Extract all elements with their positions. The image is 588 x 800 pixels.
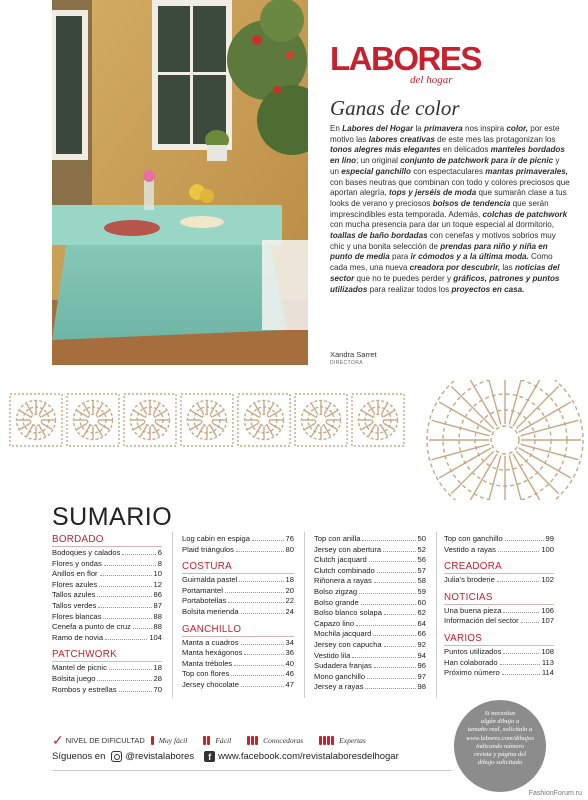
dot-leader xyxy=(231,669,283,676)
editorial-highlight: conjunto de patchwork para ir de picnic xyxy=(400,156,554,166)
toc-entry-title: Log cabin en espiga xyxy=(182,534,250,543)
toc-entry-title: Cenefa a punto de cruz xyxy=(52,622,131,632)
toc-entry-page: 47 xyxy=(285,679,294,689)
toc-entry-page: 6 xyxy=(157,548,162,557)
lace-doily xyxy=(427,380,583,500)
toc-entry[interactable] xyxy=(182,638,294,649)
toc-entry-title: Flores y ondas xyxy=(52,558,102,568)
toc-entry-page: 59 xyxy=(417,586,426,596)
signature-role: DIRECTORA xyxy=(330,360,363,366)
toc-entry[interactable] xyxy=(314,566,426,577)
social-prefix: Síguenos en xyxy=(52,751,106,762)
tip-line: Si necesitas xyxy=(484,710,516,717)
toc-entry[interactable] xyxy=(182,596,294,607)
editorial-highlight: especial ganchillo xyxy=(341,166,411,176)
toc-entry-title: Julia's broderie xyxy=(444,575,495,585)
toc-entry-page: 80 xyxy=(285,544,294,554)
toc-entry-title: Top con flores xyxy=(182,669,230,679)
toc-entry[interactable] xyxy=(314,534,426,545)
toc-entry-title: Puntos utilizados xyxy=(444,646,502,656)
toc-entry-page: 114 xyxy=(541,668,554,678)
toc-entry[interactable] xyxy=(314,672,426,683)
dot-leader xyxy=(252,534,284,541)
toc-section-heading: PATCHWORK xyxy=(52,649,162,662)
editorial-run: con espectaculares xyxy=(411,166,486,176)
toc-entry-page: 108 xyxy=(541,646,554,656)
toc-entry[interactable] xyxy=(314,598,426,609)
toc-entry[interactable] xyxy=(182,680,294,691)
toc-entry[interactable] xyxy=(52,674,162,685)
toc-entry[interactable] xyxy=(52,559,162,570)
dot-leader xyxy=(500,658,540,665)
editorial-highlight: ir cómodos y a la última moda. xyxy=(410,252,529,262)
toc-column-3 xyxy=(314,534,426,693)
facebook-url[interactable]: www.facebook.com/revistalaboresdelhogar xyxy=(218,751,399,762)
toc-section-heading: NOTICIAS xyxy=(444,592,554,605)
brand-subtitle: del hogar xyxy=(410,74,453,86)
toc-entry-page: 96 xyxy=(417,661,426,671)
toc-entry-page: 106 xyxy=(541,605,554,615)
difficulty-legend xyxy=(52,732,376,749)
toc-entry-page: 107 xyxy=(541,616,554,626)
toc-entry[interactable] xyxy=(314,587,426,598)
tip-line: dibujo solicitado xyxy=(477,759,523,767)
dot-leader xyxy=(241,607,284,614)
toc-entry-page: 102 xyxy=(541,575,554,585)
toc-entry-page: 57 xyxy=(417,565,426,575)
editorial-highlight: noticias del sector xyxy=(330,263,560,283)
editorial-run: por este motivo las xyxy=(330,124,560,144)
tip-line: tamaño real, solicítalo a xyxy=(467,726,533,734)
dot-leader xyxy=(352,651,415,658)
column-divider xyxy=(436,532,437,698)
toc-entry-title: Vestido a rayas xyxy=(444,544,496,554)
toc-entry[interactable] xyxy=(444,575,554,586)
dot-leader xyxy=(361,598,416,605)
editorial-run: en delicados xyxy=(440,145,491,155)
brand-name: LABORES xyxy=(330,40,481,77)
toc-entry-page: 8 xyxy=(157,558,162,568)
toc-entry-title: Manta tréboles xyxy=(182,658,233,668)
toc-entry-title: Top con ganchillo xyxy=(444,534,503,543)
lace-motif xyxy=(124,394,176,446)
difficulty-bar xyxy=(327,736,330,745)
editorial-highlight: Labores del Hogar xyxy=(342,124,414,133)
social-links xyxy=(52,751,399,762)
toc-entry-page: 88 xyxy=(153,611,162,621)
toc-entry[interactable] xyxy=(314,619,426,630)
dot-leader xyxy=(367,672,415,679)
lace-motif xyxy=(10,394,62,446)
lace-motif xyxy=(295,394,347,446)
dot-leader xyxy=(365,682,415,689)
toc-entry[interactable] xyxy=(444,647,554,658)
dot-leader xyxy=(362,534,415,541)
toc-entry-title: Ramo de novia xyxy=(52,632,104,642)
toc-entry-page: 34 xyxy=(285,637,294,647)
editorial-highlight: labores creativas xyxy=(368,134,435,144)
toc-entry-page: 94 xyxy=(417,650,426,660)
toc-entry-page: 50 xyxy=(417,534,426,543)
toc-entry-page: 10 xyxy=(153,569,162,579)
dot-leader xyxy=(105,633,147,640)
toc-entry-page: 36 xyxy=(285,648,294,658)
editorial-highlight: tonos alegres más elegantes xyxy=(330,145,441,155)
editorial-highlight: colchas de patchwork xyxy=(482,209,568,219)
dot-leader xyxy=(369,555,416,562)
toc-entry-page: 22 xyxy=(285,596,294,606)
toc-entry-title: Bodoques y calados xyxy=(52,548,121,557)
lace-motif xyxy=(67,394,119,446)
editorial-highlight: proyectos en casa. xyxy=(451,284,525,294)
toc-entry-title: Plaid triángulos xyxy=(182,544,234,554)
toc-entry[interactable] xyxy=(444,534,554,545)
editorial-highlight: creadora por descubrir, xyxy=(409,263,501,273)
tip-line: revista y página del xyxy=(474,751,526,759)
toc-section-heading: COSTURA xyxy=(182,561,294,574)
dot-leader xyxy=(356,619,415,626)
crochet-lace-decoration xyxy=(0,380,588,500)
toc-entry[interactable] xyxy=(182,545,294,556)
dot-leader xyxy=(225,586,284,593)
toc-entry-title: Manta hexágonos xyxy=(182,648,243,658)
toc-entry-title: Rombos y estrellas xyxy=(52,684,117,694)
difficulty-bar xyxy=(247,736,250,745)
lace-motif xyxy=(352,394,404,446)
dot-leader xyxy=(374,661,416,668)
toc-entry-title: Capazo lino xyxy=(314,618,355,628)
dot-leader xyxy=(239,575,283,582)
difficulty-bar xyxy=(319,736,322,745)
facebook-icon: f xyxy=(204,751,215,762)
toc-entry-page: 100 xyxy=(541,544,554,554)
toc-entry-title: Guirnalda pastel xyxy=(182,575,238,585)
editorial-heading: Ganas de color xyxy=(330,96,460,120)
editorial-highlight: gráficos, patrones y puntos utilizados xyxy=(330,273,560,294)
dot-leader xyxy=(521,616,540,623)
toc-entry[interactable] xyxy=(314,576,426,587)
dot-leader xyxy=(98,601,151,608)
dot-leader xyxy=(374,576,416,583)
toc-entry-title: Flores azules xyxy=(52,579,98,589)
difficulty-bar xyxy=(255,736,258,745)
signature-name: Xandra Sarret xyxy=(330,350,377,359)
difficulty-level-name: Fácil xyxy=(215,736,232,745)
toc-entry[interactable] xyxy=(444,606,554,617)
editorial-run: para realizar todos los xyxy=(367,284,452,294)
dot-leader xyxy=(119,685,152,692)
toc-entry[interactable] xyxy=(182,648,294,659)
toc-entry[interactable] xyxy=(314,661,426,672)
toc-entry-page: 97 xyxy=(417,671,426,681)
difficulty-bar xyxy=(151,736,154,745)
editorial-highlight: manteles bordados en lino xyxy=(330,145,565,166)
sumario-title: SUMARIO xyxy=(52,503,173,531)
toc-entry[interactable] xyxy=(182,669,294,680)
toc-entry-title: Una buena pieza xyxy=(444,605,502,615)
toc-entry-page: 12 xyxy=(153,579,162,589)
dot-leader xyxy=(241,638,284,645)
editorial-run: con mucha presencia para dar un toque especial al dormitorio, xyxy=(330,220,555,230)
difficulty-bar xyxy=(251,736,254,745)
difficulty-bars-icon xyxy=(203,736,211,745)
editorial-run: las xyxy=(500,263,515,273)
difficulty-level-name: Expertas xyxy=(339,736,366,745)
toc-entry[interactable] xyxy=(182,586,294,597)
toc-entry-title: Flores blancas xyxy=(52,611,102,621)
toc-entry[interactable] xyxy=(52,569,162,580)
dot-leader xyxy=(503,647,539,654)
dot-leader xyxy=(133,622,152,629)
dot-leader xyxy=(97,590,151,597)
dot-leader xyxy=(377,566,416,573)
editorial-highlight: toallas de baño bordadas xyxy=(330,231,428,241)
dot-leader xyxy=(505,534,544,541)
watermark-credit: FashionForum.ru xyxy=(528,790,582,797)
toc-entry[interactable] xyxy=(52,633,162,644)
toc-entry[interactable] xyxy=(182,659,294,670)
toc-entry[interactable] xyxy=(314,640,426,651)
editorial-highlight: bolsos de tendencia xyxy=(432,198,511,208)
editorial-highlight: color, xyxy=(506,124,528,133)
toc-entry[interactable] xyxy=(52,601,162,612)
difficulty-bars-icon xyxy=(319,736,335,745)
toc-entry[interactable] xyxy=(52,590,162,601)
toc-entry-page: 76 xyxy=(285,534,294,543)
dot-leader xyxy=(241,680,284,687)
toc-entry-title: Mochila jacquard xyxy=(314,629,372,639)
toc-entry-title: Bolso zigzag xyxy=(314,586,358,596)
lace-motif xyxy=(238,394,290,446)
difficulty-level-name: Conocedoras xyxy=(263,736,304,745)
editorial-run: nos inspira xyxy=(462,124,507,133)
toc-entry-page: 28 xyxy=(153,673,162,683)
instagram-handle[interactable]: @revistalabores xyxy=(125,751,195,762)
toc-entry-title: Jersey a rayas xyxy=(314,682,364,692)
editorial-highlight: primavera xyxy=(424,124,463,133)
drawing-request-badge xyxy=(454,700,546,792)
toc-entry-title: Clutch combinado xyxy=(314,565,375,575)
toc-entry-title: Portamantel xyxy=(182,585,223,595)
difficulty-bar xyxy=(203,736,206,745)
dot-leader xyxy=(122,548,155,555)
editorial-run: de este mes las protagonizan los xyxy=(434,134,556,144)
toc-entry-title: Clutch jacquard xyxy=(314,555,367,565)
dot-leader xyxy=(384,640,416,647)
dot-leader xyxy=(97,674,151,681)
dot-leader xyxy=(109,663,152,670)
toc-entry-page: 104 xyxy=(149,632,162,642)
toc-entry[interactable] xyxy=(182,534,294,545)
difficulty-bar xyxy=(331,736,334,745)
toc-entry[interactable] xyxy=(314,629,426,640)
dot-leader xyxy=(99,580,151,587)
toc-entry-title: Tallos azules xyxy=(52,590,96,600)
editorial-run: que sumarán clase a tus looks de verano y preciosos xyxy=(330,188,567,208)
dot-leader xyxy=(359,587,415,594)
brand-logo xyxy=(330,40,481,86)
editorial-highlight: mantas primaverales, xyxy=(485,166,569,176)
difficulty-level-name: Muy fácil xyxy=(158,736,188,745)
toc-entry-page: 56 xyxy=(417,555,426,565)
toc-entry-page: 86 xyxy=(153,590,162,600)
editorial-run: la xyxy=(413,124,425,133)
toc-entry-page: 64 xyxy=(417,618,426,628)
toc-entry-title: Han colaborado xyxy=(444,657,498,667)
toc-entry-title: Bolso grande xyxy=(314,597,359,607)
toc-entry[interactable] xyxy=(444,658,554,669)
editorial-text xyxy=(330,124,570,295)
toc-entry-page: 60 xyxy=(417,597,426,607)
editorial-run: con bases neutras que combinan con todo y colores preciosos que aportan alegría, xyxy=(330,177,570,198)
difficulty-bars-icon xyxy=(151,736,155,745)
difficulty-bars-icon xyxy=(247,736,259,745)
toc-entry[interactable] xyxy=(444,545,554,556)
dot-leader xyxy=(384,608,416,615)
check-icon: ✓ xyxy=(52,732,64,748)
toc-entry[interactable] xyxy=(182,575,294,586)
dot-leader xyxy=(497,575,539,582)
toc-entry-page: 70 xyxy=(153,684,162,694)
toc-section-heading: VARIOS xyxy=(444,633,554,646)
dot-leader xyxy=(383,545,415,552)
toc-entry-title: Jersey chocolate xyxy=(182,679,239,689)
toc-entry[interactable] xyxy=(314,545,426,556)
toc-entry-page: 66 xyxy=(417,629,426,639)
lace-motif xyxy=(181,394,233,446)
editorial-run: En xyxy=(330,124,343,133)
dot-leader xyxy=(104,559,156,566)
toc-entry-title: Riñonera a rayas xyxy=(314,576,372,586)
cover-photo xyxy=(52,0,308,365)
difficulty-bar xyxy=(323,736,326,745)
toc-entry[interactable] xyxy=(314,555,426,566)
toc-entry-page: 18 xyxy=(285,575,294,585)
toc-entry-page: 20 xyxy=(285,585,294,595)
toc-entry-title: Próximo número xyxy=(444,668,500,678)
tip-line: indicando número xyxy=(476,742,524,750)
editorial-run: que no te puedes perder y xyxy=(354,273,454,283)
toc-entry[interactable] xyxy=(314,682,426,693)
dot-leader xyxy=(373,629,415,636)
toc-entry[interactable] xyxy=(52,548,162,559)
toc-entry-title: Mantel de picnic xyxy=(52,663,107,673)
toc-entry-page: 99 xyxy=(545,534,554,543)
toc-column-2 xyxy=(182,534,294,691)
toc-entry[interactable] xyxy=(52,685,162,696)
toc-entry-title: Jersey con capucha xyxy=(314,639,382,649)
toc-entry[interactable] xyxy=(52,622,162,633)
toc-entry-title: Jersey con abertura xyxy=(314,544,382,554)
toc-entry-title: Manta a cuadros xyxy=(182,637,239,647)
difficulty-label: NIVEL DE DIFICULTAD xyxy=(65,736,145,745)
dot-leader xyxy=(234,659,283,666)
column-divider xyxy=(172,532,173,698)
editorial-highlight: tops y jerséis de moda xyxy=(388,188,477,198)
toc-entry[interactable] xyxy=(52,612,162,623)
toc-column-1 xyxy=(52,534,162,695)
dot-leader xyxy=(498,545,539,552)
dot-leader xyxy=(103,612,151,619)
toc-entry-title: Sudadera franjas xyxy=(314,661,372,671)
toc-entry[interactable] xyxy=(52,580,162,591)
editorial-run: Como cada mes, una nueva xyxy=(330,252,553,273)
toc-entry-page: 92 xyxy=(417,639,426,649)
tip-line: www.labores.com/dibujos xyxy=(466,734,534,742)
toc-section-heading: BORDADO xyxy=(52,534,162,547)
difficulty-bar xyxy=(207,736,210,745)
toc-entry-page: 62 xyxy=(417,608,426,618)
footer-divider xyxy=(52,770,452,771)
toc-entry[interactable] xyxy=(314,651,426,662)
toc-entry-page: 88 xyxy=(153,622,162,632)
editorial-run: con cenefas y motivos sobrios muy chic y una bonita selección de xyxy=(330,231,556,251)
toc-entry[interactable] xyxy=(52,663,162,674)
toc-entry-title: Mono ganchillo xyxy=(314,671,366,681)
dot-leader xyxy=(236,545,284,552)
toc-entry-title: Bolsita merienda xyxy=(182,606,239,616)
dot-leader xyxy=(503,606,539,613)
toc-entry-title: Información del sector xyxy=(444,616,519,626)
toc-entry-page: 113 xyxy=(541,657,554,667)
toc-entry-title: Top con anilla xyxy=(314,534,361,543)
toc-column-4 xyxy=(444,534,554,679)
column-divider xyxy=(304,532,305,698)
toc-entry-page: 40 xyxy=(285,658,294,668)
toc-entry-title: Bolso blanco solapa xyxy=(314,608,382,618)
dot-leader xyxy=(228,596,283,603)
instagram-icon xyxy=(111,751,122,762)
toc-entry-page: 24 xyxy=(285,606,294,616)
toc-entry[interactable] xyxy=(444,616,554,627)
toc-entry-page: 46 xyxy=(285,669,294,679)
dot-leader xyxy=(100,569,152,576)
toc-entry-page: 52 xyxy=(417,544,426,554)
editorial-highlight: prendas para niño y niña en punto de media xyxy=(330,241,548,262)
toc-entry-page: 58 xyxy=(417,576,426,586)
toc-entry[interactable] xyxy=(182,607,294,618)
editorial-run: para xyxy=(389,252,411,262)
toc-entry-page: 18 xyxy=(153,663,162,673)
toc-entry[interactable] xyxy=(314,608,426,619)
dot-leader xyxy=(502,668,540,675)
toc-entry-title: Vestido lila xyxy=(314,650,351,660)
toc-entry-page: 87 xyxy=(153,600,162,610)
toc-entry-title: Anillos en flor xyxy=(52,569,98,579)
editorial-run: que serán imprescindibles esta temporada. Además, xyxy=(330,198,549,219)
toc-entry-title: Bolsita juego xyxy=(52,673,96,683)
toc-entry-title: Tallos verdes xyxy=(52,600,97,610)
toc-entry[interactable] xyxy=(444,668,554,679)
tip-line: algún dibujo a xyxy=(480,718,520,726)
toc-entry-title: Portabotellas xyxy=(182,596,227,606)
toc-entry-page: 98 xyxy=(417,682,426,692)
toc-section-heading: GANCHILLO xyxy=(182,624,294,637)
editorial-run: y un xyxy=(330,156,560,176)
dot-leader xyxy=(244,648,283,655)
toc-section-heading: CREADORA xyxy=(444,561,554,574)
editorial-run: ; un original xyxy=(356,156,401,166)
